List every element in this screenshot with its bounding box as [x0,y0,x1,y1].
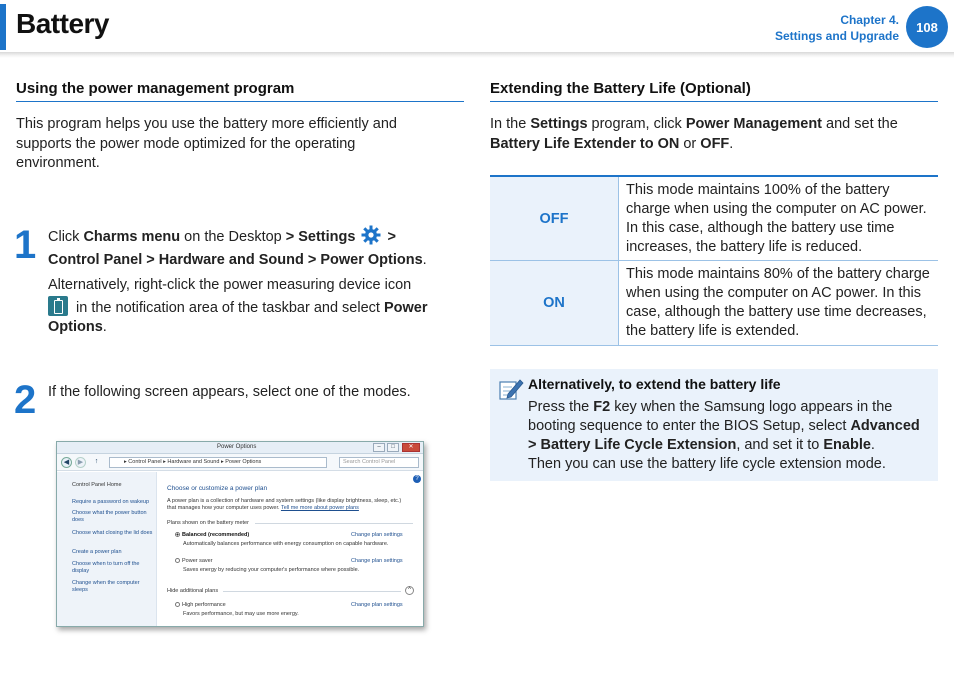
sidebar-item-lid[interactable]: Choose what closing the lid does [72,530,153,536]
mode-on-desc: This mode maintains 80% of the battery charge when using the computer on AC power. In this case, although the battery use time decreases, the battery life is extended. [618,261,938,345]
sidebar-item-display[interactable]: Choose when to turn off the display [72,561,140,574]
step-1-alternative [48,276,458,338]
forward-button[interactable]: ▶ [75,457,86,468]
intro-off: OFF [700,135,730,152]
mode-off-label: OFF [490,177,618,260]
main-desc-2 [167,505,359,512]
mode-off-desc: This mode maintains 100% of the battery charge when using the computer on AC power. In this case, although the battery use time increases, the battery life is reduced. [618,177,938,260]
hide-divider [223,591,401,592]
up-button[interactable]: ↑ [94,458,99,465]
intro-period: . [729,135,734,152]
intro-extender: Battery Life Extender to ON [490,135,680,152]
plan-power-saver[interactable] [175,558,213,565]
search-input[interactable]: Search Control Panel [339,457,419,468]
power-options-window [56,441,424,627]
change-plan-link[interactable]: Change plan settings [351,532,403,538]
sidebar-item-create-plan[interactable]: Create a power plan [72,549,122,555]
note-extension: > Battery Life Cycle Extension [528,437,737,453]
maximize-button[interactable]: □ [387,443,399,452]
tip-note-box [490,369,938,481]
page-number-badge: 108 [906,6,948,48]
settings-gear-icon [361,225,381,245]
header-divider [0,52,954,58]
alt-period: . [102,319,107,335]
intro-power-management: Power Management [685,116,822,132]
sidebar-item-sleep[interactable]: Change when the computer sleeps [72,580,140,593]
chapter-title: Settings and Upgrade [774,29,899,43]
table-row [490,261,938,346]
note-advanced: Advanced [850,418,920,434]
radio-icon [175,602,180,607]
extender-intro [490,115,938,154]
note-text: Then you can use the battery life cycle extension mode. [528,456,886,472]
note-text: key when the Samsung logo appears in the booting sequence to enter the BIOS Setup, select [528,399,893,434]
plan-desc: Favors performance, but may use more energy. [183,611,299,617]
note-body [528,398,933,474]
header-accent-bar [0,4,6,50]
step-number-2: 2 [14,378,37,422]
plan-name: Power saver [182,558,213,564]
window-sidebar [57,472,157,627]
intro-paragraph: This program helps you use the battery more efficiently and supports the power mode optimized for the operating environment. [16,116,397,171]
main-heading: Choose or customize a power plan [167,485,268,492]
power-plans-link[interactable]: Tell me more about power plans [280,505,359,511]
alt-power-options: Power Options [48,299,428,335]
sidebar-item-password[interactable]: Require a password on wakeup [72,499,150,505]
step-1-charms: Charms menu [83,229,181,245]
step-1-path: Control Panel > Hardware and Sound > Power Options [48,252,423,268]
window-main [157,472,424,627]
note-heading: Alternatively, to extend the battery life [528,376,781,392]
group-divider [255,523,413,524]
window-titlebar [57,442,423,454]
back-button[interactable]: ◀ [61,457,72,468]
step-1-text: Click [48,229,84,245]
sidebar-item-power-button[interactable]: Choose what the power button does [72,510,147,523]
note-f2: F2 [593,399,611,415]
hide-plans-label: Hide additional plans [167,588,219,594]
section-rule-left [16,101,464,102]
step-1-period: . [422,252,427,268]
chapter-label [775,12,899,44]
plan-desc: Saves energy by reducing your computer's performance where possible. [183,567,360,573]
mode-on-label: ON [490,261,618,345]
intro-text: and set the [822,116,898,132]
alt-text: Alternatively, right-click the power measuring device icon [48,277,412,293]
step-number-1: 1 [14,223,37,267]
minimize-button[interactable]: – [373,443,385,452]
note-period: . [870,437,875,453]
step-1-arrow: > [387,229,396,245]
battery-meter-icon [48,296,68,316]
intro-text: program, click [587,116,686,132]
note-text: , and set it to [736,437,824,453]
help-icon[interactable]: ? [413,475,421,483]
step-2-instruction: If the following screen appears, select one of the modes. [48,384,411,400]
note-text: Press the [528,399,594,415]
change-plan-link[interactable]: Change plan settings [351,558,403,564]
group-label: Plans shown on the battery meter [167,520,249,526]
intro-settings: Settings [530,116,588,132]
step-1-text: on the Desktop [180,229,286,245]
chapter-number: Chapter 4. [840,13,899,27]
section-heading-battery-life: Extending the Battery Life (Optional) [490,80,751,97]
plan-balanced[interactable] [175,532,249,539]
intro-text: or [679,135,701,152]
page-title: Battery [16,8,109,39]
collapse-chevron-icon[interactable]: ^ [405,586,414,595]
main-desc: A power plan is a collection of hardware and system settings (like display brightness, sleep, etc.) [167,498,402,504]
address-bar-row [57,454,423,471]
address-input[interactable]: ▸ Control Panel ▸ Hardware and Sound ▸ Power Options [109,457,327,468]
plan-name: Balanced (recommended) [182,532,250,538]
plan-desc: Automatically balances performance with energy consumption on capable hardware. [183,541,389,547]
radio-selected-icon [175,532,180,537]
alt-text: in the notification area of the taskbar and select [72,299,384,316]
change-plan-link[interactable]: Change plan settings [351,602,403,608]
main-desc-text: that manages how your computer uses power. [167,505,281,511]
window-title: Power Options [217,444,257,450]
note-enable: Enable [823,437,871,453]
step-1-instruction [48,225,458,272]
table-row [490,177,938,261]
note-pencil-icon [498,377,524,401]
plan-name: High performance [182,602,226,608]
step-1-settings: > Settings [285,229,356,245]
sidebar-item-home[interactable]: Control Panel Home [72,482,122,488]
close-button[interactable]: ✕ [402,443,420,452]
intro-text: In the [490,116,531,132]
section-rule-right [490,101,938,102]
plan-high-performance[interactable] [175,602,226,609]
section-heading-power-management: Using the power management program [16,80,295,97]
radio-icon [175,558,180,563]
